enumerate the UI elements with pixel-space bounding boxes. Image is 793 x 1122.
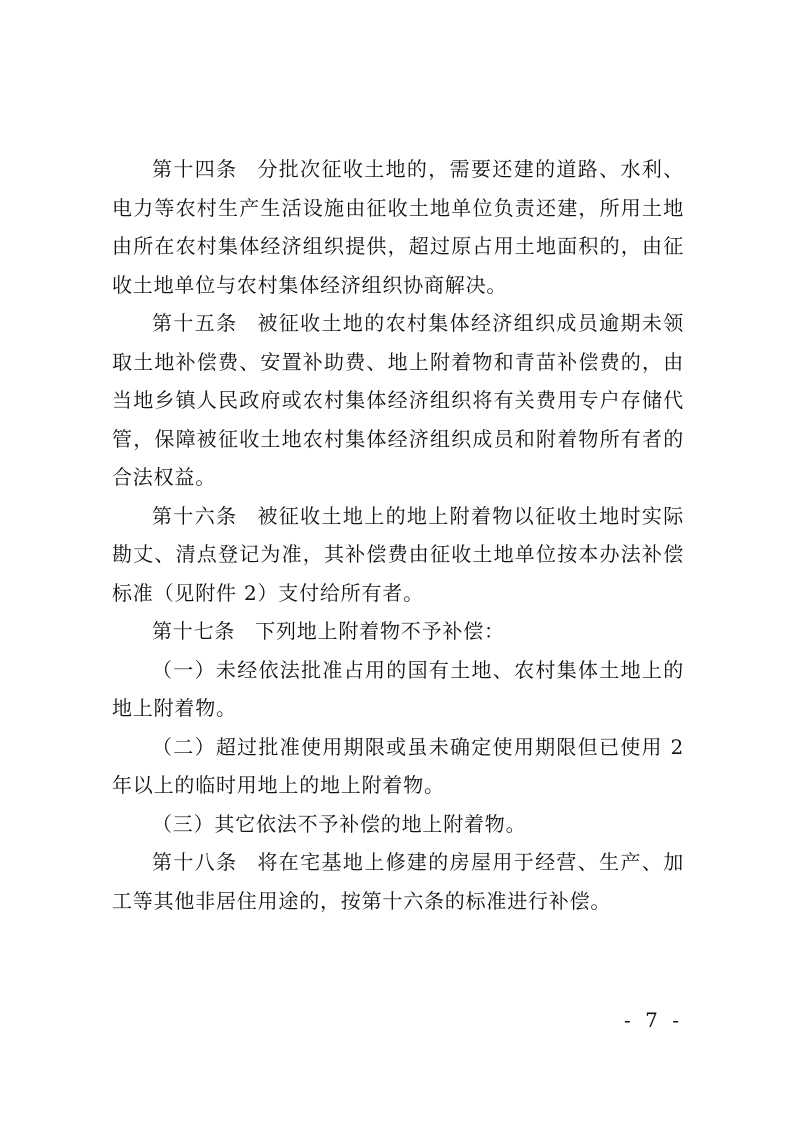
article-title: 第十六条	[152, 503, 238, 528]
article-17-item-3	[112, 805, 684, 844]
article-text: 被征收土地的农村集体经济组织成员逾期未领取土地补偿费、安置补助费、地上附着物和青苗补偿费的，由当地乡镇人民政府或农村集体经济组织将有关费用专户存储代管，保障被征收土地农村集体经济组织成员和附着物所有者的合法权益。	[112, 311, 685, 489]
article-text: 被征收土地上的地上附着物以征收土地时实际勘丈、清点登记为准，其补偿费由征收土地单位按本办法补偿标准（见附件 2）支付给所有者。	[112, 503, 685, 605]
page-number: - 7 -	[624, 1008, 683, 1032]
article-title: 第十七条	[152, 619, 236, 643]
article-title: 第十四条	[152, 157, 238, 181]
article-14	[112, 150, 684, 304]
article-title: 第十五条	[152, 311, 238, 335]
article-17	[112, 612, 684, 651]
article-18	[112, 843, 684, 920]
article-text: 分批次征收土地的，需要还建的道路、水利、电力等农村生产生活设施由征收土地单位负责还建，所用土地由所在农村集体经济组织提供，超过原占用土地面积的，由征收土地单位与农村集体经济组织协商解决。	[112, 157, 685, 297]
document-body	[112, 150, 684, 920]
item-text: （二）超过批准使用期限或虽未确定使用期限但已使用 2 年以上的临时用地上的地上附着物。	[112, 734, 684, 797]
article-text: 下列地上附着物不予补偿：	[255, 619, 505, 643]
article-text: 将在宅基地上修建的房屋用于经营、生产、加工等其他非居住用途的，按第十六条的标准进行补偿。	[112, 850, 685, 913]
article-15	[112, 304, 684, 497]
item-text: （一）未经依法批准占用的国有土地、农村集体土地上的地上附着物。	[112, 657, 684, 720]
item-text: （三）其它依法不予补偿的地上附着物。	[152, 811, 527, 836]
article-17-item-2	[112, 728, 684, 805]
article-16	[112, 497, 684, 613]
article-17-item-1	[112, 651, 684, 728]
article-title: 第十八条	[152, 850, 238, 874]
